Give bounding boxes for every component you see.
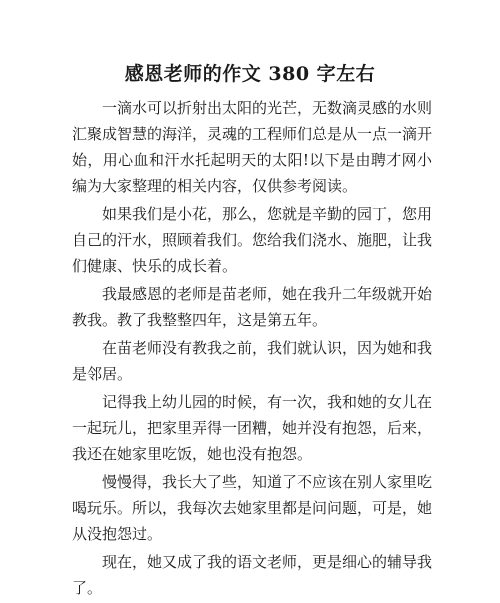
paragraph: 现在，她又成了我的语文老师，更是细心的辅导我了。 (72, 553, 433, 597)
paragraph: 记得我上幼儿园的时候，有一次，我和她的女儿在一起玩儿，把家里弄得一团糟，她并没有抱怨，后来，我还在她家里吃饭，她也没有抱怨。 (72, 393, 433, 463)
document-title: 感恩老师的作文 380 字左右 (124, 63, 376, 85)
paragraph: 慢慢得，我长大了些，知道了不应该在别人家里吃喝玩乐。所以，我每次去她家里都是问问题，可是，她从没抱怨过。 (72, 473, 433, 543)
paragraph: 在苗老师没有教我之前，我们就认识，因为她和我是邻居。 (72, 339, 433, 383)
paragraph: 如果我们是小花，那么，您就是辛勤的园丁，您用自己的汗水，照顾着我们。您给我们浇水、施肥，让我们健康、快乐的成长着。 (72, 205, 433, 275)
paragraph: 一滴水可以折射出太阳的光芒，无数滴灵感的水则汇聚成智慧的海洋，灵魂的工程师们总是从一点一滴开始，用心血和汗水托起明天的太阳!以下是由聘才网小编为大家整理的相关内容，仅供参考阅读。 (72, 99, 433, 195)
paragraph: 我最感恩的老师是苗老师，她在我升二年级就开始教我。教了我整整四年，这是第五年。 (72, 285, 433, 329)
document-body (72, 95, 432, 603)
